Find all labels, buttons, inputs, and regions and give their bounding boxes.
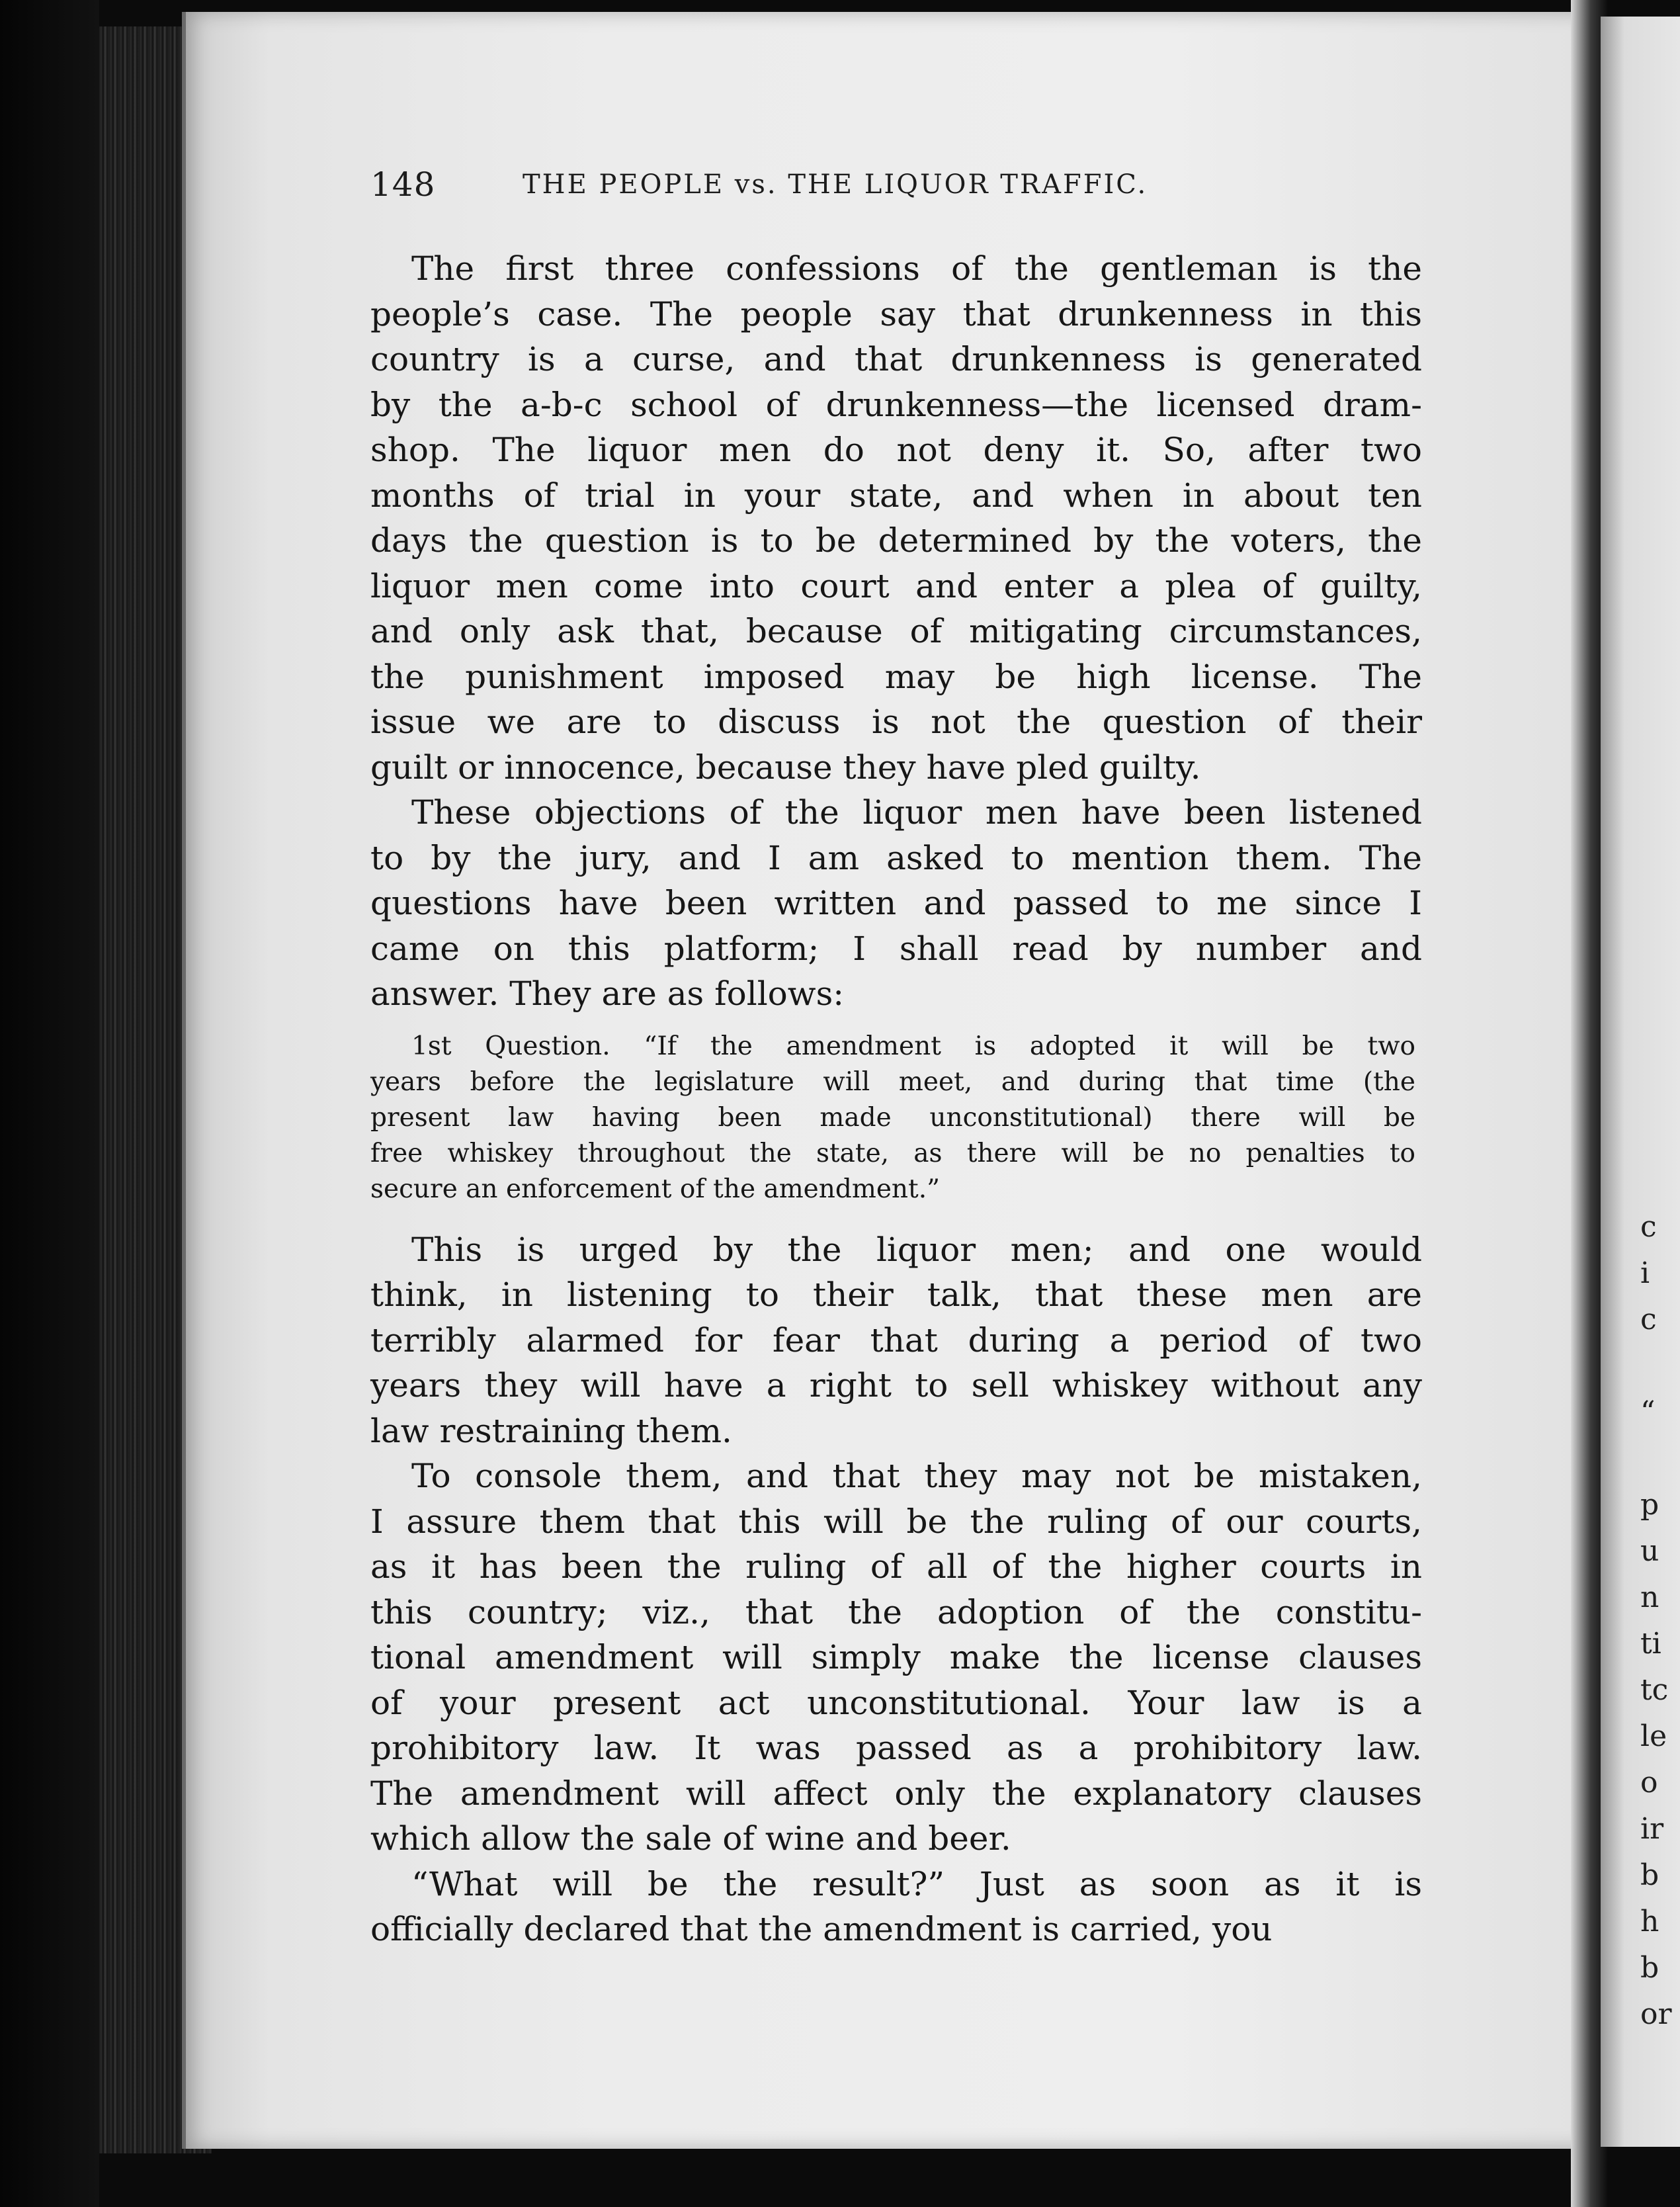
- facing-page-fragment: p: [1640, 1488, 1659, 1522]
- block-quote: [370, 1029, 1415, 1207]
- text-line: years before the legislature will meet, and during that time (the: [370, 1066, 1415, 1097]
- text-line: officially declared that the amendment is carried, you: [370, 1910, 1273, 1948]
- text-line: months of trial in your state, and when in about ten: [370, 476, 1422, 515]
- body-text: [370, 246, 1422, 1952]
- facing-page-fragment: b: [1640, 1858, 1659, 1892]
- facing-page-fragment: i: [1640, 1256, 1650, 1290]
- text-line: country is a curse, and that drunkenness is generated: [370, 340, 1422, 378]
- text-line: questions have been written and passed to me since I: [370, 884, 1422, 922]
- text-line: terribly alarmed for fear that during a period of two: [370, 1320, 1422, 1360]
- text-line: answer. They are as follows:: [370, 974, 845, 1013]
- facing-page-fragment: h: [1640, 1905, 1659, 1938]
- text-line: free whiskey throughout the state, as there will be no penalties to: [370, 1138, 1415, 1168]
- text-line: issue we are to discuss is not the question of their: [370, 703, 1422, 741]
- text-line: which allow the sale of wine and beer.: [370, 1819, 1011, 1858]
- text-line: days the question is to be determined by the voters, the: [370, 521, 1422, 560]
- text-line: This is urged by the liquor men; and one would: [411, 1230, 1422, 1269]
- paragraph: [370, 1227, 1422, 1454]
- facing-page-fragment: ir: [1640, 1812, 1664, 1846]
- text-line: think, in listening to their talk, that these men are: [370, 1276, 1422, 1314]
- text-line: secure an enforcement of the amendment.”: [370, 1174, 941, 1204]
- text-line: These objections of the liquor men have been listened: [411, 793, 1422, 832]
- text-line: “What will be the result?” Just as soon as it is: [411, 1864, 1422, 1903]
- facing-page-fragment: o: [1640, 1766, 1658, 1799]
- text-line: guilt or innocence, because they have pled guilty.: [370, 748, 1201, 787]
- text-line: present law having been made unconstitutional) there will be: [370, 1102, 1415, 1133]
- page-number: 148: [370, 165, 436, 204]
- text-line: as it has been the ruling of all of the higher courts in: [370, 1547, 1422, 1586]
- facing-page-text-fragments: [1640, 1204, 1680, 2038]
- text-line: came on this platform; I shall read by number and: [370, 929, 1422, 968]
- facing-page-fragment: or: [1640, 1997, 1672, 2031]
- facing-page-fragment: u: [1640, 1534, 1659, 1568]
- text-line: 1st Question. “If the amendment is adopted it will be two: [411, 1031, 1415, 1061]
- paragraph: [370, 1453, 1422, 1862]
- text-line: people’s case. The people say that drunkenness in this: [370, 294, 1422, 333]
- facing-page-fragment: c: [1640, 1303, 1657, 1336]
- text-line: tional amendment will simply make the license clauses: [370, 1638, 1422, 1676]
- text-line: shop. The liquor men do not deny it. So, after two: [370, 431, 1422, 469]
- text-line: the punishment imposed may be high license. The: [370, 657, 1422, 696]
- facing-page-fragment: le: [1640, 1719, 1667, 1753]
- paragraph: [370, 1862, 1422, 1952]
- facing-page-fragment: “: [1640, 1395, 1656, 1429]
- text-line: I assure them that this will be the ruling of our courts,: [370, 1502, 1422, 1541]
- text-line: The amendment will affect only the explanatory clauses: [370, 1774, 1422, 1813]
- text-line: years they will have a right to sell whiskey without any: [370, 1366, 1422, 1405]
- text-line: of your present act unconstitutional. Your law is a: [370, 1683, 1422, 1722]
- facing-page-fragment: [1640, 1343, 1680, 1389]
- text-line: by the a-b-c school of drunkenness—the licensed dram-: [370, 385, 1422, 424]
- text-line: The first three confessions of the gentleman is the: [411, 249, 1422, 288]
- text-line: law restraining them.: [370, 1411, 732, 1450]
- paragraph: [370, 246, 1422, 790]
- running-title: THE PEOPLE vs. THE LIQUOR TRAFFIC.: [523, 169, 1148, 200]
- text-line: to by the jury, and I am asked to mention them. The: [370, 838, 1422, 877]
- paragraph: [370, 790, 1422, 1017]
- facing-page-fragment: [1640, 1436, 1680, 1482]
- facing-page-fragment: c: [1640, 1210, 1657, 1244]
- text-line: liquor men come into court and enter a plea of guilty,: [370, 566, 1422, 605]
- facing-page-fragment: b: [1640, 1951, 1659, 1985]
- scan-background: [0, 0, 99, 2207]
- text-line: and only ask that, because of mitigating circumstances,: [370, 612, 1422, 650]
- text-line: prohibitory law. It was passed as a prohibitory law.: [370, 1729, 1422, 1767]
- facing-page-fragment: tc: [1640, 1673, 1669, 1707]
- facing-page-fragment: n: [1640, 1580, 1659, 1614]
- facing-page-fragment: ti: [1640, 1627, 1661, 1661]
- text-line: this country; viz., that the adoption of the constitu-: [370, 1592, 1422, 1631]
- text-line: To console them, and that they may not be mistaken,: [411, 1457, 1422, 1495]
- running-head: [370, 165, 1270, 212]
